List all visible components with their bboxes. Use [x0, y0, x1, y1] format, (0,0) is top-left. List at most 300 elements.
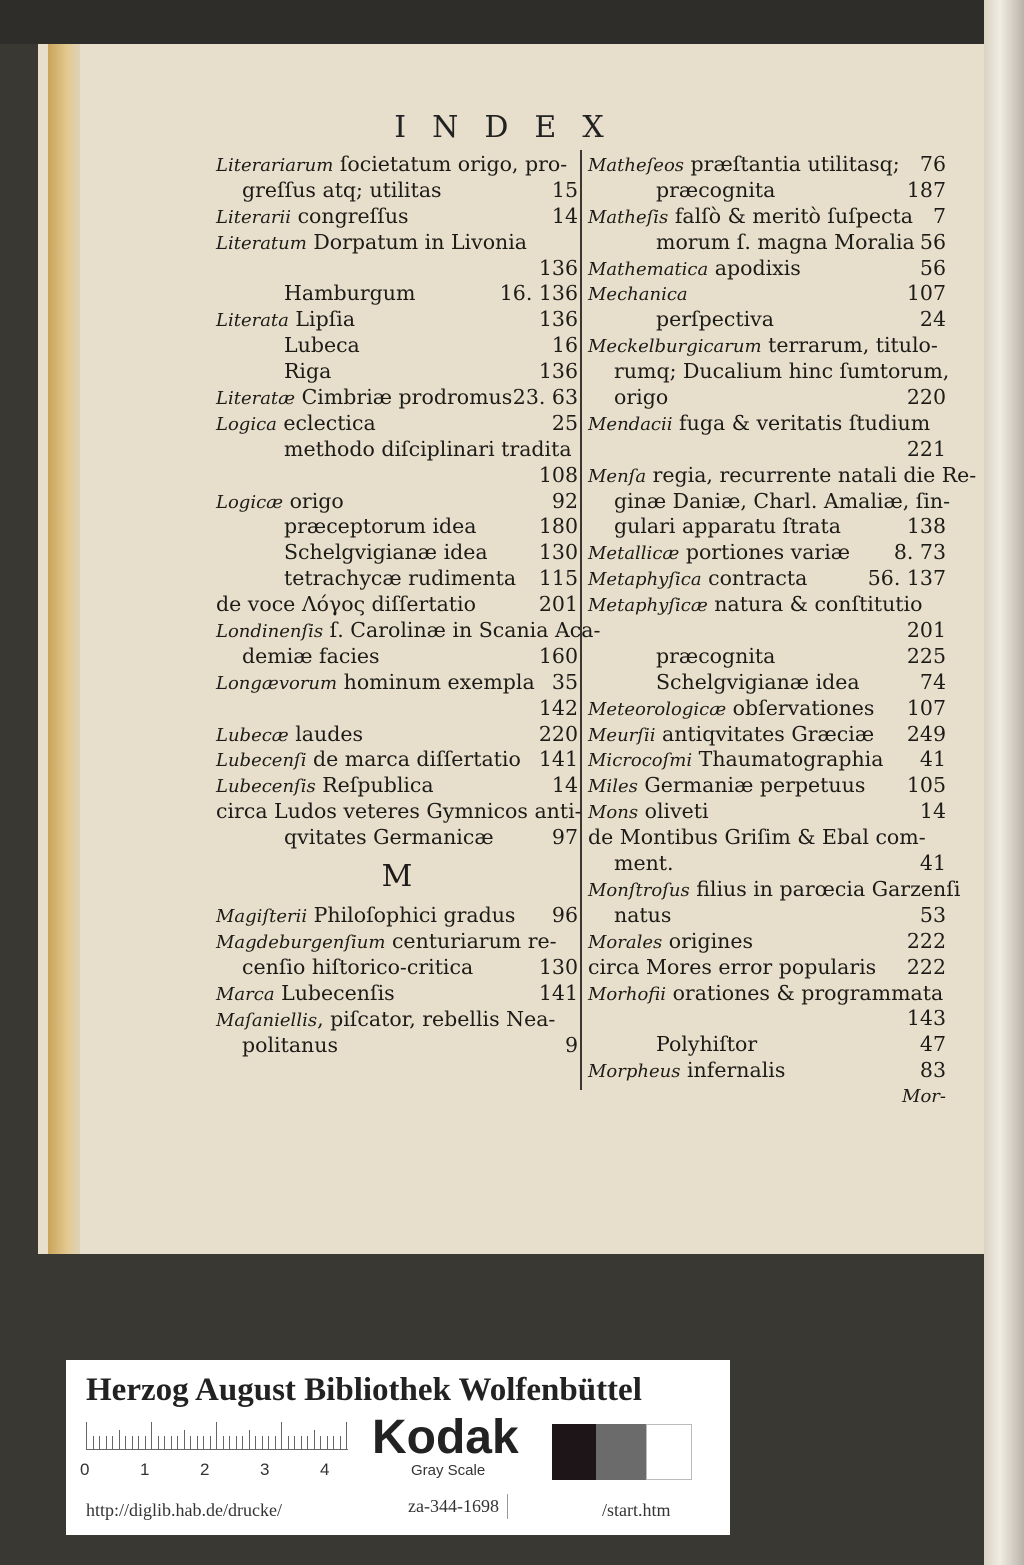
index-entry	[588, 1032, 946, 1058]
ruler-tick	[151, 1422, 152, 1450]
entry-description: tetrachycæ rudimenta	[284, 566, 517, 591]
index-entry	[588, 178, 946, 204]
ruler-tick	[158, 1436, 159, 1450]
page-reference: 8. 73	[893, 540, 946, 565]
entry-text	[614, 385, 668, 411]
entry-text	[588, 463, 976, 490]
page-reference: 14	[551, 773, 578, 798]
entry-text	[588, 152, 900, 179]
entry-description: fuga & veritatis ſtudium	[672, 410, 931, 435]
entry-description: portiones variæ	[679, 540, 851, 565]
index-entry	[216, 333, 578, 359]
index-entry	[588, 618, 946, 644]
index-column-left	[216, 152, 601, 1058]
page-reference: 14	[551, 203, 578, 228]
index-entry	[588, 929, 946, 955]
entry-text	[588, 955, 876, 981]
entry-text	[216, 204, 409, 231]
facing-page-edge	[984, 0, 1024, 1565]
entry-description: demiæ facies	[242, 643, 380, 668]
entry-term: Maſaniellis	[216, 1009, 318, 1031]
entry-description: origo	[283, 488, 344, 513]
gray-swatch-black	[552, 1424, 596, 1480]
entry-text	[216, 230, 527, 257]
ruler-tick	[125, 1436, 126, 1450]
index-entry	[216, 230, 578, 256]
ruler-tick	[333, 1436, 334, 1450]
index-entry	[588, 540, 946, 566]
ruler-tick	[203, 1436, 204, 1450]
page-reference: 222	[906, 928, 946, 953]
index-entry	[216, 722, 578, 748]
ruler-tick	[229, 1436, 230, 1450]
page-reference: 92	[551, 488, 578, 513]
index-entry	[588, 333, 946, 359]
index-entry	[216, 385, 578, 411]
entry-text	[216, 903, 515, 930]
entry-description: ſ. Carolinæ in Scania Aca-	[323, 618, 601, 643]
entry-term: Literatæ	[216, 388, 296, 410]
index-entry	[588, 644, 946, 670]
ruler-number: 0	[80, 1460, 90, 1479]
index-entry	[216, 256, 578, 282]
page-reference: 96	[551, 903, 578, 928]
ruler-tick	[268, 1436, 269, 1450]
index-entry	[216, 644, 578, 670]
entry-description: ginæ Daniæ, Charl. Amaliæ, ſin-	[614, 488, 951, 513]
page-reference: 108	[538, 462, 578, 487]
index-entry	[588, 281, 946, 307]
ruler-number: 4	[320, 1460, 330, 1479]
entry-text	[284, 359, 331, 385]
index-entry	[216, 281, 578, 307]
entry-text	[656, 670, 860, 696]
index-entry	[588, 437, 946, 463]
page-gutter-edge	[48, 44, 80, 1254]
index-entry	[588, 799, 946, 825]
entry-term: Lubecenſi	[216, 750, 307, 772]
ruler-baseline	[86, 1449, 348, 1450]
page-reference: 24	[919, 307, 946, 332]
entry-description: greſſus atq; utilitas	[242, 177, 442, 202]
entry-description: Schelgvigianæ idea	[284, 540, 488, 565]
entry-description: Thaumatographia	[692, 747, 884, 772]
entry-text	[588, 722, 874, 749]
entry-text	[588, 333, 938, 360]
entry-description: natura & conſtitutio	[707, 592, 923, 617]
entry-term: Microcoſmi	[588, 750, 693, 772]
entry-description: Lipſia	[288, 307, 356, 332]
entry-term: Mechanica	[588, 284, 688, 306]
index-entry	[588, 307, 946, 333]
ruler-tick	[294, 1436, 295, 1450]
ruler-tick	[216, 1422, 217, 1450]
page-reference: 141	[538, 747, 578, 772]
index-entry	[588, 566, 946, 592]
page-reference: 16. 136	[499, 281, 578, 306]
entry-description: Germaniæ perpetuus	[637, 773, 866, 798]
entry-description: qvitates Germanicæ	[284, 825, 494, 850]
entry-description: orationes & programmata	[666, 980, 944, 1005]
entry-description: de voce Λόγος diſſertatio	[216, 592, 476, 617]
entry-term: Lubecæ	[216, 724, 289, 746]
entry-text	[284, 514, 477, 540]
index-entry	[216, 1007, 578, 1033]
entry-text	[588, 773, 865, 800]
page-reference: 138	[906, 514, 946, 539]
entry-description: ment.	[614, 851, 674, 876]
entry-text	[614, 359, 949, 385]
entry-text	[284, 333, 360, 359]
ruler-tick	[346, 1422, 347, 1450]
index-entry	[216, 514, 578, 540]
index-entry	[216, 903, 578, 929]
page-reference: 107	[906, 281, 946, 306]
entry-text	[216, 722, 363, 749]
ruler-tick	[112, 1436, 113, 1450]
section-letter: M	[381, 859, 413, 895]
page-reference: 115	[538, 566, 578, 591]
page-reference: 9	[564, 1032, 578, 1057]
entry-term: Magiſterii	[216, 906, 308, 928]
entry-text	[216, 981, 395, 1008]
entry-text	[242, 178, 442, 204]
ruler-tick	[190, 1436, 191, 1450]
entry-description: rumq; Ducalium hinc ſumtorum,	[614, 359, 950, 384]
entry-term: Morales	[588, 931, 663, 953]
page-reference: 221	[906, 436, 946, 461]
entry-description: de marca diſſertatio	[306, 747, 521, 772]
entry-term: Metallicæ	[588, 543, 680, 565]
entry-description: Polyhiſtor	[656, 1032, 758, 1057]
ruler-tick	[275, 1436, 276, 1450]
ruler-tick	[138, 1436, 139, 1450]
ruler-tick	[242, 1436, 243, 1450]
entry-text	[588, 256, 801, 283]
entry-term: Lubecenſis	[216, 776, 316, 798]
entry-description: apodixis	[708, 255, 801, 280]
entry-text	[284, 437, 572, 463]
entry-description: Schelgvigianæ idea	[656, 669, 860, 694]
index-entry	[588, 747, 946, 773]
entry-text	[588, 411, 930, 438]
entry-text	[588, 1058, 785, 1085]
ruler-tick	[314, 1430, 315, 1450]
page-reference: 15	[551, 177, 578, 202]
entry-description: Lubecenſis	[274, 980, 395, 1005]
index-entry	[216, 696, 578, 722]
entry-description: hominum exempla	[337, 669, 535, 694]
index-entry	[588, 152, 946, 178]
entry-text	[216, 592, 476, 618]
page-reference: 130	[538, 954, 578, 979]
page-reference: 201	[906, 618, 946, 643]
entry-term: Metaphyſica	[588, 569, 702, 591]
entry-text	[216, 670, 535, 697]
entry-description: oliveti	[638, 799, 709, 824]
page-reference: 130	[538, 540, 578, 565]
page-reference: 249	[906, 721, 946, 746]
index-entry	[588, 1006, 946, 1032]
entry-description: infernalis	[680, 1058, 786, 1083]
entry-text	[216, 799, 582, 825]
page-reference: 201	[538, 592, 578, 617]
index-entry	[588, 981, 946, 1007]
entry-text	[614, 489, 950, 515]
entry-description: Philoſophici gradus	[307, 903, 516, 928]
index-entry	[588, 955, 946, 981]
ruler-tick	[184, 1430, 185, 1450]
entry-description: morum ſ. magna Moralia	[656, 229, 915, 254]
page-reference: 141	[538, 980, 578, 1005]
entry-term: Menſa	[588, 465, 647, 487]
index-entry	[216, 204, 578, 230]
entry-term: Logicæ	[216, 491, 284, 513]
library-name: Herzog August Bibliothek Wolfenbüttel	[86, 1372, 642, 1408]
index-entry	[588, 696, 946, 722]
index-entry	[588, 876, 961, 903]
entry-term: Meckelburgicarum	[588, 336, 762, 358]
page-reference: 83	[919, 1058, 946, 1083]
index-entry	[216, 670, 578, 696]
catchword: Mor-	[902, 1086, 946, 1108]
ruler-number: 3	[260, 1460, 270, 1479]
entry-term: Marca	[216, 983, 275, 1005]
page-reference: 35	[551, 669, 578, 694]
entry-text	[588, 929, 753, 956]
entry-term: Meurſii	[588, 724, 656, 746]
index-entry	[216, 566, 578, 592]
index-entry	[588, 1058, 946, 1084]
ruler-tick	[210, 1436, 211, 1450]
entry-description: , piſcator, rebellis Nea-	[317, 1006, 556, 1031]
entry-description: ſocietatum origo, pro-	[333, 152, 568, 176]
entry-text	[242, 644, 380, 670]
entry-text	[614, 514, 841, 540]
index-entry	[588, 722, 946, 748]
index-entry	[216, 307, 578, 333]
entry-text	[216, 385, 512, 412]
page-reference: 56. 137	[867, 566, 946, 591]
index-entry	[216, 489, 578, 515]
entry-description: Dorpatum in Livonia	[306, 229, 528, 254]
index-entry	[216, 929, 578, 955]
entry-term: Literarii	[216, 206, 292, 228]
entry-description: eclectica	[276, 410, 376, 435]
entry-description: contracta	[701, 566, 808, 591]
ruler-tick	[327, 1436, 328, 1450]
index-entry	[216, 618, 601, 644]
entry-text	[588, 696, 874, 723]
url-suffix: /start.htm	[602, 1500, 671, 1520]
entry-text	[588, 981, 943, 1008]
entry-description: origo	[614, 385, 669, 410]
index-entry	[216, 463, 578, 489]
entry-text	[216, 747, 521, 774]
page-reference: 142	[538, 695, 578, 720]
entry-text	[216, 1007, 555, 1034]
page-reference: 76	[919, 152, 946, 176]
index-entry	[588, 670, 946, 696]
entry-text	[216, 411, 376, 438]
index-entry	[216, 359, 578, 385]
entry-text	[656, 230, 915, 256]
entry-term: Monſtroſus	[588, 879, 690, 901]
entry-term: Matheſeos	[588, 155, 685, 176]
index-entry	[588, 204, 946, 230]
page-reference: 187	[906, 177, 946, 202]
index-entry	[216, 178, 578, 204]
entry-text	[284, 566, 516, 592]
ruler-tick	[307, 1436, 308, 1450]
index-entry	[588, 385, 946, 411]
page-reference: 222	[906, 954, 946, 979]
entry-text	[588, 566, 807, 593]
entry-text	[588, 825, 926, 851]
page-reference: 16	[551, 333, 578, 358]
entry-text	[284, 825, 494, 851]
ruler-tick	[340, 1436, 341, 1450]
entry-description: centuriarum re-	[385, 928, 557, 953]
entry-text	[284, 540, 488, 566]
index-entry	[216, 747, 578, 773]
ruler-number: 1	[140, 1460, 150, 1479]
page-reference: 97	[551, 825, 578, 850]
index-entry	[588, 514, 946, 540]
ruler-tick	[301, 1436, 302, 1450]
scan-background-top	[0, 0, 1024, 44]
index-entry	[588, 825, 946, 851]
page-reference: 23. 63	[512, 385, 578, 410]
entry-text	[656, 644, 775, 670]
entry-description: natus	[614, 902, 672, 927]
entry-description: Hamburgum	[284, 281, 416, 306]
index-entry	[216, 825, 578, 851]
entry-term: Magdeburgenſium	[216, 931, 386, 953]
entry-text	[216, 773, 434, 800]
entry-term: Logica	[216, 413, 277, 435]
page-reference: 220	[906, 385, 946, 410]
entry-description: præcognita	[656, 177, 776, 202]
kodak-logo: Kodak	[372, 1411, 519, 1464]
entry-description: laudes	[288, 721, 364, 746]
entry-term: Longævorum	[216, 672, 338, 694]
entry-text	[284, 281, 415, 307]
index-entry	[588, 592, 946, 618]
page-reference: 74	[919, 669, 946, 694]
shelfmark: za-344-1698	[400, 1494, 508, 1519]
entry-text	[656, 178, 775, 204]
entry-description: præceptorum idea	[284, 514, 477, 539]
page-reference: 41	[919, 851, 946, 876]
index-entry	[588, 462, 977, 489]
index-entry	[588, 903, 946, 929]
entry-description: perſpectiva	[656, 307, 774, 332]
entry-description: methodo diſciplinari tradita	[284, 436, 572, 461]
ruler-tick	[281, 1422, 282, 1450]
entry-description: gulari apparatu ſtrata	[614, 514, 841, 539]
page-reference: 136	[538, 255, 578, 280]
entry-text	[656, 307, 774, 333]
index-entry	[588, 230, 946, 256]
entry-description: politanus	[242, 1032, 338, 1057]
page-reference: 105	[906, 773, 946, 798]
ruler-tick	[288, 1436, 289, 1450]
index-entry	[588, 411, 946, 437]
page-reference: 136	[538, 307, 578, 332]
ruler-tick	[197, 1436, 198, 1450]
page-reference: 56	[919, 229, 946, 254]
entry-description: terrarum, titulo-	[761, 333, 938, 358]
measurement-ruler	[86, 1420, 356, 1450]
page-reference: 225	[906, 643, 946, 668]
ruler-number: 2	[200, 1460, 210, 1479]
entry-term: Literatum	[216, 232, 307, 254]
ruler-tick	[145, 1436, 146, 1450]
index-entry	[216, 540, 578, 566]
page-reference: 53	[919, 902, 946, 927]
entry-text	[216, 489, 344, 516]
page-reference: 56	[919, 255, 946, 280]
page-reference: 136	[538, 359, 578, 384]
index-entry	[216, 1033, 578, 1059]
entry-description: congreſſus	[291, 203, 409, 228]
entry-text	[242, 1033, 338, 1059]
index-column-right	[588, 152, 977, 1110]
index-entry	[216, 955, 578, 981]
entry-term: Metaphyſicæ	[588, 595, 708, 617]
ruler-tick	[119, 1430, 120, 1450]
ruler-tick	[320, 1436, 321, 1450]
entry-term: Literariarum	[216, 155, 334, 176]
entry-text	[216, 307, 355, 334]
index-entry	[216, 799, 582, 825]
entry-description: Cimbriæ prodromus	[295, 385, 513, 410]
page-reference: 7	[932, 203, 946, 228]
entry-text	[216, 929, 557, 956]
entry-description: circa Ludos veteres Gymnicos anti-	[216, 799, 582, 824]
entry-text	[614, 903, 671, 929]
entry-description: antiqvitates Græciæ	[655, 721, 875, 746]
entry-term: Meteorologicæ	[588, 698, 727, 720]
entry-description: falſò & meritò ſuſpecta	[668, 203, 913, 228]
index-entry	[216, 411, 578, 437]
entry-text	[588, 204, 913, 231]
page-reference: 180	[538, 514, 578, 539]
ruler-tick	[93, 1436, 94, 1450]
page-title: INDEX	[394, 110, 630, 145]
gray-swatch-white	[646, 1424, 692, 1480]
gray-scale-label: Gray Scale	[411, 1462, 486, 1479]
entry-text	[656, 1032, 757, 1058]
entry-description: præſtantia utilitasq;	[684, 152, 900, 176]
page-reference: 160	[538, 643, 578, 668]
entry-text	[588, 799, 709, 826]
entry-description: Lubeca	[284, 333, 360, 358]
entry-description: filius in parœcia Garzenſi	[689, 876, 961, 901]
catchword-line	[588, 1084, 946, 1110]
entry-description: obſervationes	[726, 695, 875, 720]
entry-text	[588, 592, 922, 619]
index-entry	[216, 152, 578, 178]
index-entry	[216, 437, 578, 463]
entry-text	[614, 851, 674, 877]
entry-term: Miles	[588, 776, 638, 798]
entry-description: præcognita	[656, 643, 776, 668]
scan-reference-card	[66, 1360, 730, 1535]
index-entry	[588, 851, 946, 877]
entry-term: Londinenſis	[216, 621, 324, 643]
